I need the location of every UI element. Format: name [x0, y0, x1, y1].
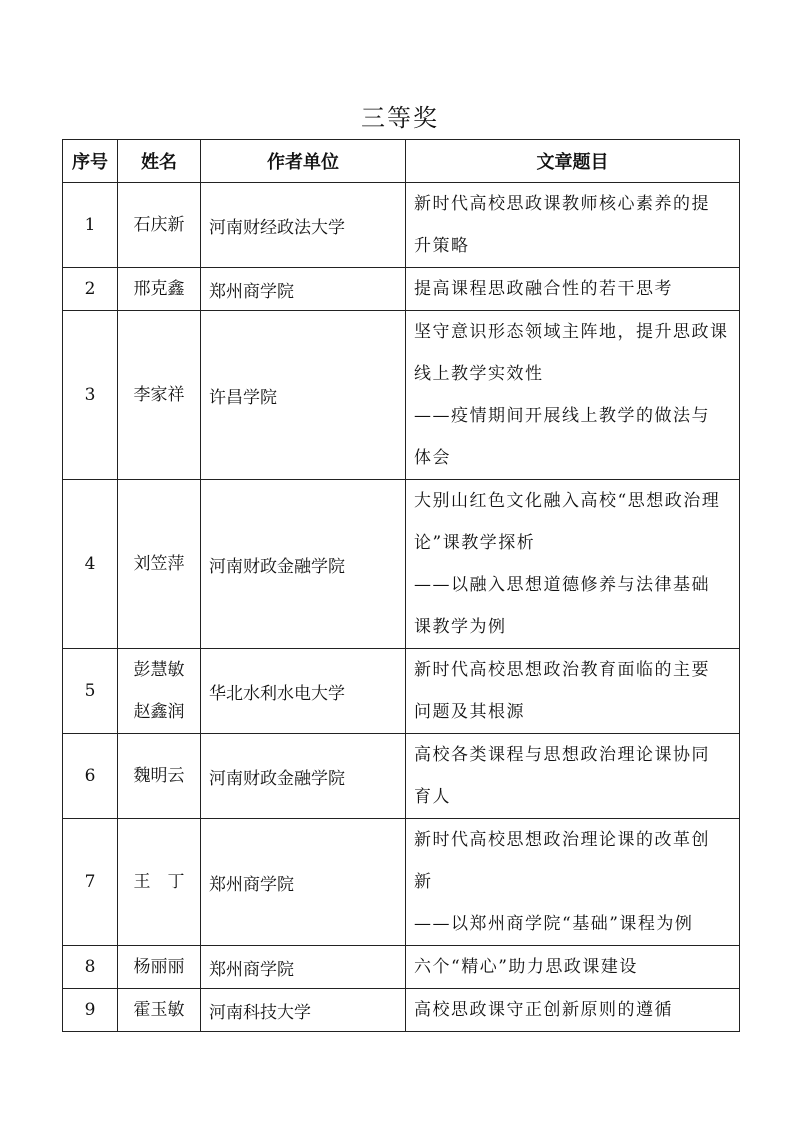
author-name: 彭慧敏	[133, 660, 185, 680]
article-title-line: 论”课教学探析	[414, 533, 536, 553]
article-title-line: 高校各类课程与思想政治理论课协同	[414, 745, 710, 765]
article-title-line: ——疫情期间开展线上教学的做法与	[414, 406, 710, 426]
row-author-names	[118, 183, 201, 268]
row-index: 3	[63, 311, 118, 480]
row-author-names	[118, 989, 201, 1032]
article-title-line: 高校思政课守正创新原则的遵循	[414, 1000, 673, 1020]
row-author-unit: 郑州商学院	[201, 946, 406, 989]
row-article-title	[406, 734, 740, 819]
article-title-line: 新时代高校思想政治教育面临的主要	[414, 660, 710, 680]
row-author-unit: 河南财政金融学院	[201, 480, 406, 649]
article-title-line: ——以郑州商学院“基础”课程为例	[414, 914, 694, 934]
table-body	[63, 183, 740, 1032]
table-row	[63, 311, 740, 480]
header-name: 姓名	[118, 140, 201, 183]
author-name: 霍玉敏	[133, 1000, 185, 1020]
article-title-line: 线上教学实效性	[414, 364, 544, 384]
row-index: 7	[63, 819, 118, 946]
row-author-names	[118, 268, 201, 311]
header-index: 序号	[63, 140, 118, 183]
row-author-unit: 华北水利水电大学	[201, 649, 406, 734]
row-article-title	[406, 649, 740, 734]
article-title-line: 新	[414, 872, 433, 892]
row-author-names	[118, 311, 201, 480]
table-row	[63, 183, 740, 268]
article-title-line: 体会	[414, 448, 451, 468]
table-row	[63, 268, 740, 311]
row-author-unit: 许昌学院	[201, 311, 406, 480]
row-article-title	[406, 268, 740, 311]
article-title-line: 升策略	[414, 236, 470, 256]
row-author-unit: 河南财政金融学院	[201, 734, 406, 819]
article-title-line: 六个“精心”助力思政课建设	[414, 957, 638, 977]
row-index: 4	[63, 480, 118, 649]
article-title-line: 坚守意识形态领域主阵地，提升思政课	[414, 322, 729, 342]
row-index: 6	[63, 734, 118, 819]
article-title-line: 提高课程思政融合性的若干思考	[414, 279, 673, 299]
row-author-names	[118, 480, 201, 649]
author-name: 杨丽丽	[133, 957, 185, 977]
table-row	[63, 989, 740, 1032]
table-row	[63, 480, 740, 649]
author-name: 王 丁	[133, 872, 185, 892]
header-title: 文章题目	[406, 140, 740, 183]
row-author-unit: 郑州商学院	[201, 819, 406, 946]
table-row	[63, 946, 740, 989]
article-title-line: 育人	[414, 787, 451, 807]
row-author-unit: 郑州商学院	[201, 268, 406, 311]
author-name: 赵鑫润	[133, 702, 185, 722]
author-name: 刘笠萍	[133, 554, 185, 574]
page-title: 三等奖	[361, 104, 439, 132]
table-row	[63, 819, 740, 946]
header-unit: 作者单位	[201, 140, 406, 183]
row-author-names	[118, 649, 201, 734]
row-article-title	[406, 183, 740, 268]
table-row	[63, 649, 740, 734]
row-index: 2	[63, 268, 118, 311]
award-table	[62, 139, 740, 1032]
row-author-names	[118, 734, 201, 819]
article-title-line: 大别山红色文化融入高校“思想政治理	[414, 491, 721, 511]
row-author-names	[118, 946, 201, 989]
row-article-title	[406, 819, 740, 946]
row-index: 8	[63, 946, 118, 989]
article-title-line: 新时代高校思想政治理论课的改革创	[414, 830, 710, 850]
article-title-line: 问题及其根源	[414, 702, 525, 722]
row-index: 1	[63, 183, 118, 268]
article-title-line: 新时代高校思政课教师核心素养的提	[414, 194, 710, 214]
row-article-title	[406, 989, 740, 1032]
row-article-title	[406, 946, 740, 989]
author-name: 魏明云	[133, 766, 185, 786]
row-author-unit: 河南财经政法大学	[201, 183, 406, 268]
article-title-line: 课教学为例	[414, 617, 507, 637]
table-row	[63, 734, 740, 819]
row-author-unit: 河南科技大学	[201, 989, 406, 1032]
row-article-title	[406, 311, 740, 480]
author-name: 李家祥	[133, 385, 185, 405]
author-name: 石庆新	[133, 215, 185, 235]
row-author-names	[118, 819, 201, 946]
article-title-line: ——以融入思想道德修养与法律基础	[414, 575, 710, 595]
row-index: 9	[63, 989, 118, 1032]
row-index: 5	[63, 649, 118, 734]
author-name: 邢克鑫	[133, 279, 185, 299]
table-header-row	[63, 140, 740, 183]
row-article-title	[406, 480, 740, 649]
